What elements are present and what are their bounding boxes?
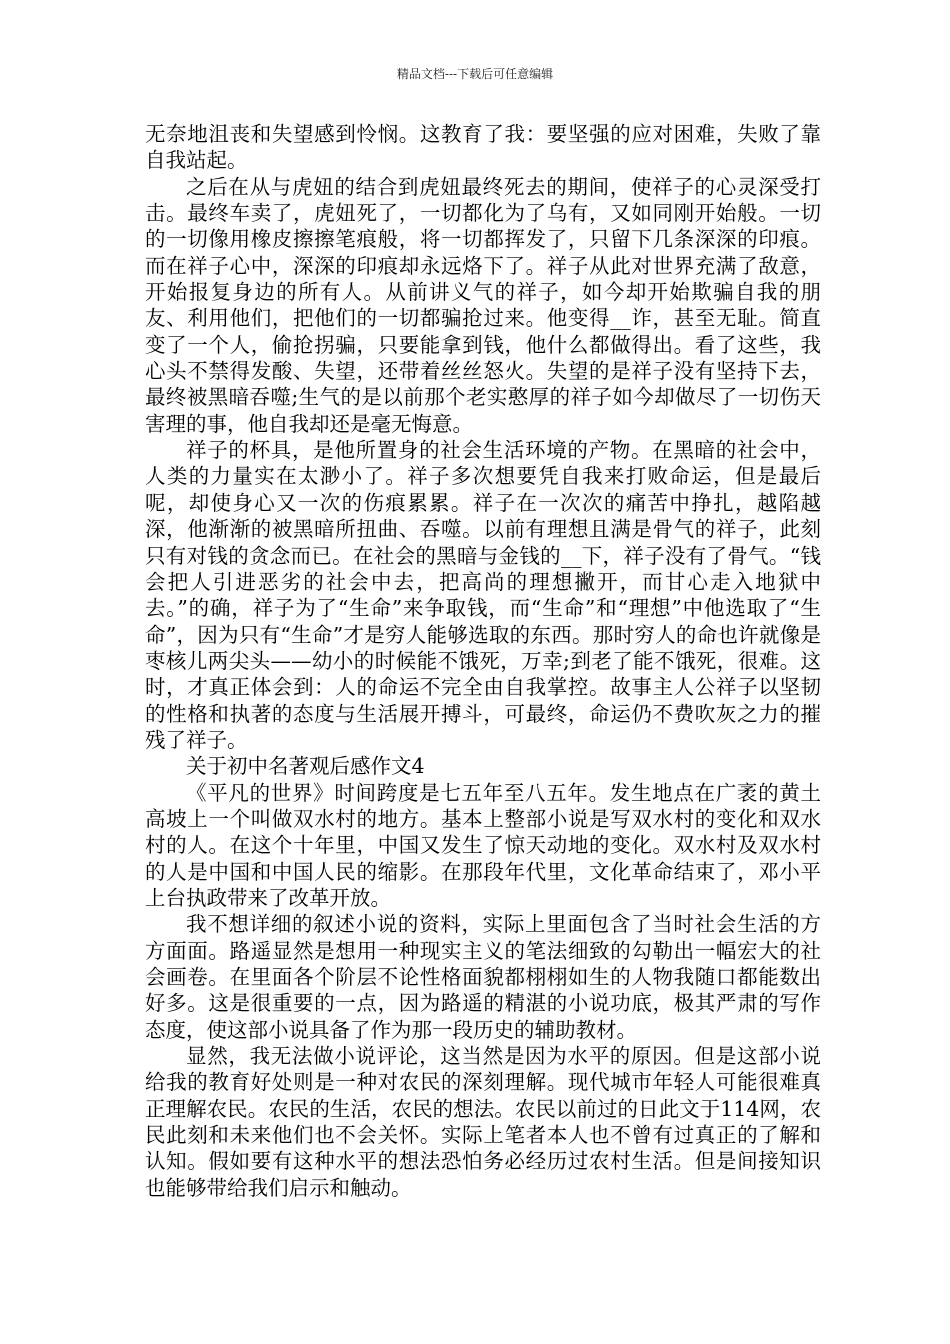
- paragraph: 之后在从与虎妞的结合到虎妞最终死去的期间，使祥子的心灵深受打击。最终车卖了，虎妞死了，一切都化为了乌有，又如同刚开始般。一切的一切像用橡皮擦擦笔痕般，将一切都挥发了，只留下几条深深的印痕。而在祥子心中，深深的印痕却永远烙下了。祥子从此对世界充满了敌意，开始报复身边的所有人。从前讲义气的祥子，如今却开始欺骗自我的朋友、利用他们，把他们的一切都骗抢过来。他变得__诈，甚至无耻。简直变了一个人，偷抢拐骗，只要能拿到钱，他什么都做得出。看了这些，我心头不禁得发酸、失望，还带着丝丝怒火。失望的是祥子没有坚持下去，最终被黑暗吞噬;生气的是以前那个老实憨厚的祥子如今却做尽了一切伤天害理的事，他自我却还是毫无悔意。: [145, 174, 821, 436]
- document-body: [145, 121, 821, 1201]
- section-heading: 关于初中名著观后感作文4: [186, 754, 425, 779]
- paragraph: 无奈地沮丧和失望感到怜悯。这教育了我：要坚强的应对困难，失败了靠自我站起。: [145, 122, 821, 173]
- paragraph: 《平凡的世界》时间跨度是七五年至八五年。发生地点在广袤的黄土高坡上一个叫做双水村的地方。基本上整部小说是写双水村的变化和双水村的人。在这个十年里，中国又发生了惊天动地的变化。双水村及双水村的人是中国和中国人民的缩影。在那段年代里，文化革命结束了，邓小平上台执政带来了改革开放。: [145, 780, 821, 910]
- paragraph: 显然，我无法做小说评论，这当然是因为水平的原因。但是这部小说给我的教育好处则是一种对农民的深刻理解。现代城市年轻人可能很难真正理解农民。农民的生活，农民的想法。农民以前过的日此文于114网，农民此刻和未来他们也不会关怀。实际上笔者本人也不曾有过真正的了解和认知。假如要有这种水平的想法恐怕务必经历过农村生活。但是间接知识也能够带给我们启示和触动。: [145, 1044, 821, 1200]
- paragraph: 祥子的杯具，是他所置身的社会生活环境的产物。在黑暗的社会中，人类的力量实在太渺小了。祥子多次想要凭自我来打败命运，但是最后呢，却使身心又一次的伤痕累累。祥子在一次次的痛苦中挣扎，越陷越深，他渐渐的被黑暗所扭曲、吞噬。以前有理想且满是骨气的祥子，此刻只有对钱的贪念而已。在社会的黑暗与金钱的__下，祥子没有了骨气。“钱会把人引进恶劣的社会中去，把高尚的理想撇开，而甘心走入地狱中去。”的确，祥子为了“生命”来争取钱，而“生命”和“理想”中他选取了“生命”，因为只有“生命”才是穷人能够选取的东西。那时穷人的命也许就像是枣核儿两尖头——幼小的时候能不饿死，万幸;到老了能不饿死，很难。这时，才真正体会到：人的命运不完全由自我掌控。故事主人公祥子以坚韧的性格和执著的态度与生活展开搏斗，可最终，命运仍不费吹灰之力的摧残了祥子。: [145, 438, 821, 752]
- page-header: 精品文档---下载后可任意编辑: [396, 67, 554, 81]
- paragraph: 我不想详细的叙述小说的资料，实际上里面包含了当时社会生活的方方面面。路遥显然是想用一种现实主义的笔法细致的勾勒出一幅宏大的社会画卷。在里面各个阶层不论性格面貌都栩栩如生的人物我随口都能数出好多。这是很重要的一点，因为路遥的精湛的小说功底，极其严肃的写作态度，使这部小说具备了作为那一段历史的辅助教材。: [145, 912, 821, 1042]
